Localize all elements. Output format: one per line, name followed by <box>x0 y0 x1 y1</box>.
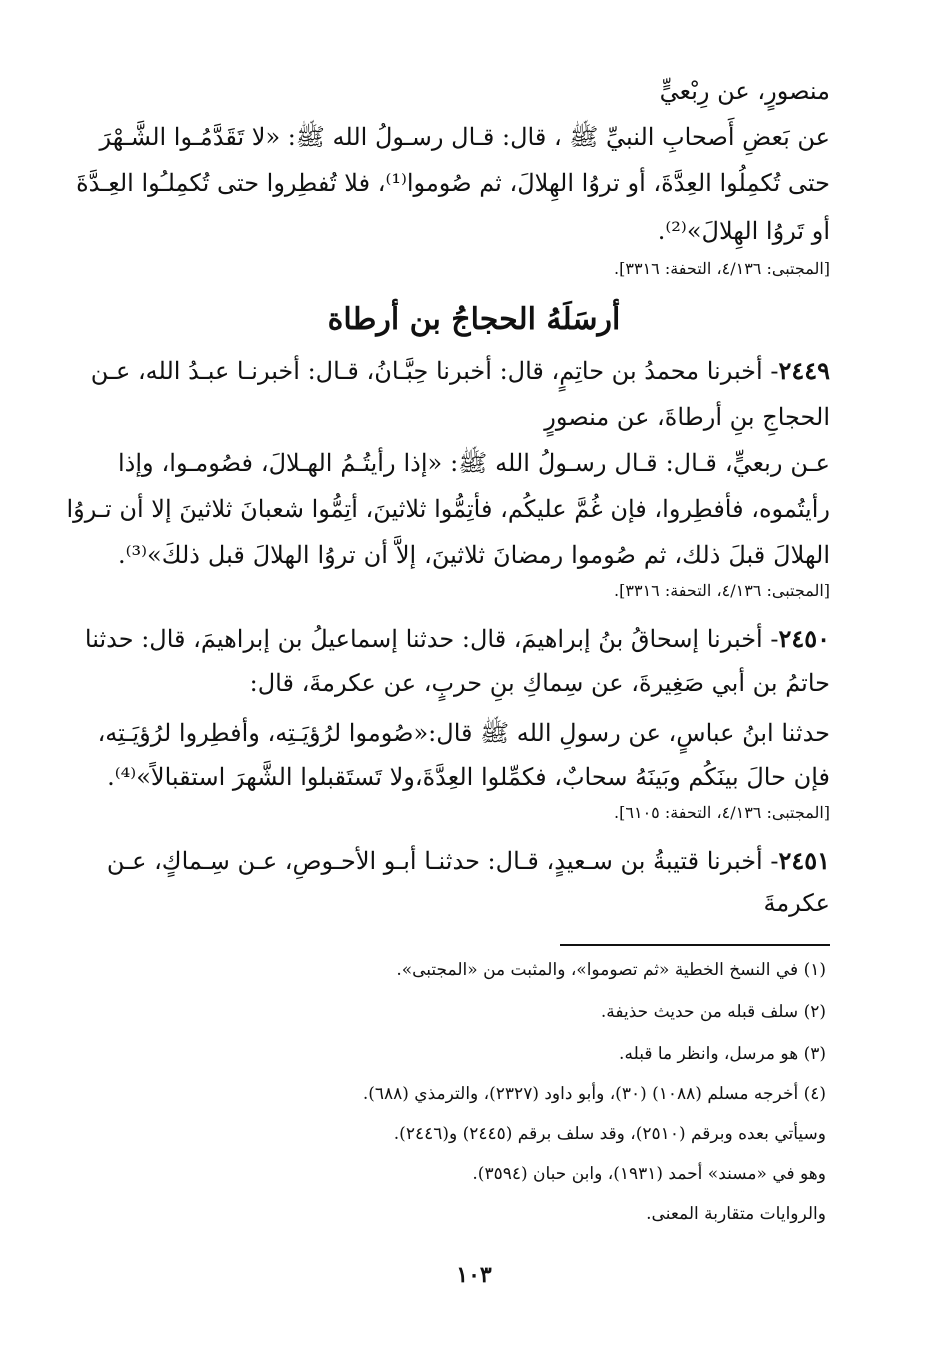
hadith-2449-line-5: الهلالَ قبلَ ذلك، ثم صُوموا رمضانَ ثلاثينَ، إلاَّ أن تروُا الهلالَ قبل ذلكَ»⁽³⁾. <box>118 541 830 569</box>
hadith-text: - أخبرنا قتيبةُ بن سـعيدٍ، قـال: حدثنـا أبـو الأحـوصِ، عـن سِـماكٍ، عـن <box>106 847 779 875</box>
hadith-2451-line-2: عكرمةَ <box>763 889 830 917</box>
intro-reference: [المجتبى: ٤/١٣٦، التحفة: ٣٣١٦]. <box>614 259 830 278</box>
hadith-text: - أخبرنا إسحاقُ بنُ إبراهيمَ، قال: حدثنا إسماعيلُ بن إبراهيمَ، قال: حدثنا <box>84 625 779 653</box>
hadith-number: ٢٤٤٩ <box>778 356 830 385</box>
intro-line-3: حتى تُكمِلُوا العِدَّةَ، أو تروُا الهِلالَ، ثم صُوموا⁽¹⁾، فلا تُفطِروا حتى تُكمِلـُوا العِـدَّةَ <box>76 169 830 197</box>
footnote-divider <box>560 944 830 946</box>
footnote-4-cont-2: وهو في «مسند» أحمد (١٩٣١)، وابن حبان (٣٥٩٤). <box>472 1164 826 1184</box>
hadith-number: ٢٤٥٠ <box>778 624 830 653</box>
footnote-4-cont-3: والروايات متقاربة المعنى. <box>646 1204 826 1224</box>
hadith-number: ٢٤٥١ <box>778 846 830 875</box>
footnote-1: (١) في النسخ الخطية «ثم تصوموا»، والمثبت من «المجتبى». <box>396 960 826 980</box>
page-number: ١٠٣ <box>456 1262 492 1288</box>
hadith-2450-line-2: حاتمُ بن أبي صَغِيرةَ، عن سِماكِ بنِ حربٍ، عن عكرمةَ، قال: <box>249 669 830 697</box>
hadith-2449-line-4: رأيتُموه، فأفطِروا، فإن غُمَّ عليكُم، فأتِمُّوا ثلاثينَ، أتِمُّوا شعبانَ ثلاثينَ إلا أن تـروُا <box>66 495 830 523</box>
hadith-2451-line-1 <box>106 844 830 878</box>
hadith-2449-line-2: الحجاجِ بنِ أرطاةَ، عن منصورٍ <box>544 403 830 431</box>
hadith-text: - أخبرنا محمدُ بن حاتِمٍ، قال: أخبرنا حِبَّـانُ، قـال: أخبرنـا عبـدُ الله، عـن <box>90 357 779 385</box>
hadith-2450-line-1 <box>84 622 830 656</box>
hadith-2449-line-3: عـن ربعيٍّ، قـال: قـال رسـولُ الله ﷺ: «إذا رأيتُـمُ الهـلالَ، فصُومـوا، وإذا <box>118 449 830 477</box>
intro-line-1: منصورٍ، عن رِبْعيٍّ <box>659 77 830 105</box>
intro-line-2: عن بَعضِ أَصحابِ النبيِّ ﷺ ، قال: قـال رسـولُ الله ﷺ: «لا تَقَدَّمُـوا الشَّـهْرَ <box>99 123 830 151</box>
hadith-2450-line-4: فإن حالَ بينَكُم وبَينَهُ سحابٌ، فكمِّلوا العِدَّةَ،ولا تَستَقبلوا الشَّهرَ استقبالاً»⁽⁴⁾. <box>107 763 830 791</box>
hadith-2450-reference: [المجتبى: ٤/١٣٦، التحفة: ٦١٠٥]. <box>614 803 830 822</box>
hadith-2449-reference: [المجتبى: ٤/١٣٦، التحفة: ٣٣١٦]. <box>614 581 830 600</box>
hadith-2449-line-1 <box>90 354 830 388</box>
footnote-4-cont-1: وسيأتي بعده وبرقم (٢٥١٠)، وقد سلف برقم (٢٤٤٥) و(٢٤٤٦). <box>393 1124 826 1144</box>
footnote-2: (٢) سلف قبله من حديث حذيفة. <box>600 1002 826 1022</box>
footnote-4: (٤) أخرجه مسلم (١٠٨٨) (٣٠)، وأبو داود (٢٣٢٧)، والترمذي (٦٨٨). <box>362 1084 826 1104</box>
intro-line-4: أو تَروُا الهِلالَ»⁽²⁾. <box>657 217 830 245</box>
section-heading: أرسَلَهُ الحجاجُ بن أرطاة <box>327 302 621 337</box>
hadith-2450-line-3: حدثنا ابنُ عباسٍ، عن رسولِ الله ﷺ قال:«صُوموا لرُؤيَـتِه، وأفطِروا لرُؤيَـتِه، <box>97 719 830 747</box>
footnote-3: (٣) هو مرسل، وانظر ما قبله. <box>619 1044 826 1064</box>
